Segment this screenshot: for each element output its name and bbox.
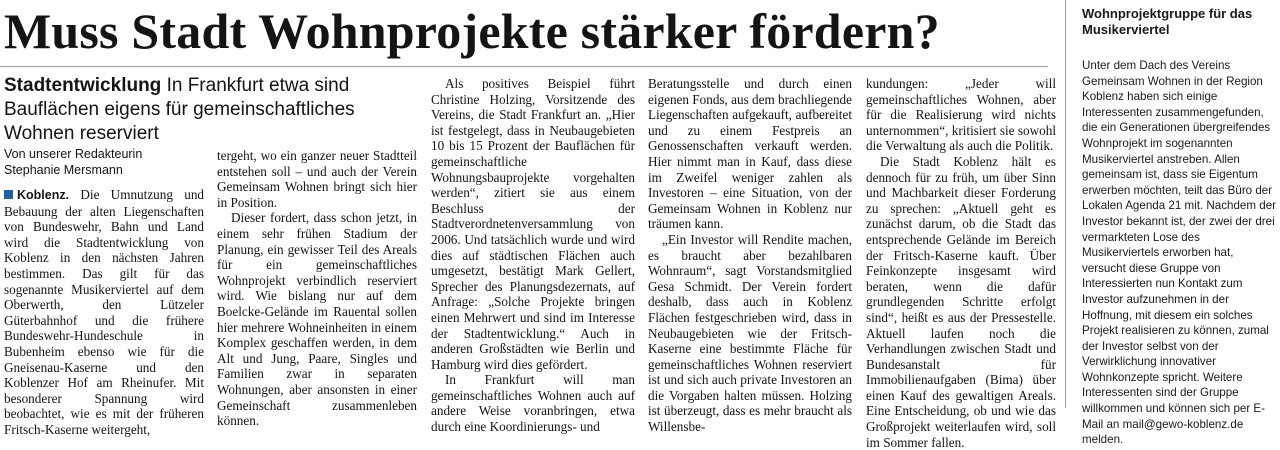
headline: Muss Stadt Wohnprojekte stärker fördern? [4,3,940,59]
column-1-text: Die Umnutzung und Bebauung der alten Liegenschaften von Bundeswehr, Bahn und Land wird die Stadtentwicklung von Koblenz in den nächsten Jahren bestimmen. Das gilt für das sogenannte Musikerviertel auf dem Oberwerth, den Lützeler Güterbahnhof und die frühere Bundeswehr-Hundeschule in Bubenheim ebenso wie für die Gneisenau-Kaserne und den Koblenzer Hof am Rheinufer. Mit besonderer Spannung wird beobachtet, wie es mit der früheren Fritsch-Kaserne weitergeht, [4,187,205,437]
byline-line1: Von unserer Redakteurin [4,147,143,161]
byline [4,146,204,178]
column-2-paragraph-1: tergeht, wo ein ganzer neuer Stadtteil entstehen soll – und auch der Verein Gemeinsam Wohnen bringt sich hier in Position. [217,148,417,210]
article-column-1 [4,187,204,438]
dateline: Koblenz. [17,188,70,202]
article-column-3 [431,76,635,435]
sidebar-body [1082,58,1278,448]
column-4-paragraph-1: Beratungsstelle und durch einen eigenen Fonds, aus dem brachliegende Liegenschaften aufgekauft, aufbereitet und zu einem Festpreis an Genossenschaften verkauft werden. Hier nimmt man in Kauf, dass diese im Zweifel weniger zahlen als Investoren – eine Situation, von der Gemeinsam Wohnen in Koblenz nur träumen kann. [648,76,852,232]
column-4-paragraph-2: „Ein Investor will Rendite machen, es braucht aber bezahlbaren Wohnraum“, sagt Vorstandsmitglied Gesa Schmidt. Der Verein fordert deshalb, dass auch in Koblenz Flächen festgeschrieben wird, dass in Neubaugebieten wie der Fritsch-Kaserne eine bestimmte Fläche für gemeinschaftliches Wohnen reserviert ist und sich auch private Investoren an die Vorgaben halten müssen. Holzing ist überzeugt, dass es mehr braucht als Willensbe- [648,231,852,435]
subhead-kicker: Stadtentwicklung [4,75,162,96]
article-column-4 [648,76,852,435]
column-5-paragraph-1: kundungen: „Jeder will gemeinschaftliches Wohnen, aber für die Realisierung wird nichts unternommen“, kritisiert sie sowohl die Verwaltung als auch die Politik. [866,76,1056,154]
article-column-5 [866,76,1056,450]
article-column-2 [217,148,417,429]
column-5-paragraph-2: Die Stadt Koblenz hält es dennoch für zu früh, um über Sinn und Machbarkeit dieser Forderung zu sprechen: „Aktuell geht es zunächst darum, ob die Stadt das entsprechende Gelände im Bereich der Fritsch-Kaserne kauft. Über Feinkonzepte insgesamt wird beraten, wenn die dafür grundlegenden Schritte erfolgt sind“, heißt es aus der Pressestelle. Aktuell laufen noch die Verhandlungen zwischen Stadt und Bundesanstalt für Immobilienaufgaben (Bima) über einen Kauf des gewaltigen Areals. Eine Entscheidung, ob und wie das Großprojekt weiterlaufen wird, soll im Sommer fallen. [866,153,1056,450]
subhead [4,74,424,146]
column-3-paragraph-1: Als positives Beispiel führt Christine Holzing, Vorsitzende des Vereins, die Stadt Frankfurt an. „Hier ist festgelegt, dass in Neubaugebieten 10 bis 15 Prozent der Bauflächen für gemeinschaftliche Wohnungsbauprojekte vorgehalten werden“, zitiert sie aus einem Beschluss der Stadtverordnetenversammlung von 2006. Und tatsächlich wurde und wird dies auf städtischen Flächen auch umgesetzt, bestätigt Mark Gellert, Sprecher des Planungsdezernats, auf Anfrage: „Solche Projekte bringen einen Mehrwert und sind im Interesse der Stadtentwicklung.“ Auch in anderen Großstädten wie Berlin und Hamburg wird dies gefördert. [431,76,635,372]
column-2-paragraph-2: Dieser fordert, dass schon jetzt, in einem sehr frühen Stadium der Planung, ein gewisser Teil des Areals für ein gemeinschaftliches Wohnprojekt verbindlich reserviert wird. Wie bislang nur auf dem Boelcke-Gelände im Rauental sollen hier mehrere Wohneinheiten in einem Komplex geschaffen werden, in dem Alt und Jung, Paare, Singles und Familien zwar in separaten Wohnungen, aber ansonsten in einer Gemeinschaft zusammenleben können. [217,210,417,429]
sidebar-title: Wohnprojektgruppe für das Musikerviertel [1082,6,1253,37]
column-3-paragraph-2: In Frankfurt will man gemeinschaftliches Wohnen auch auf andere Weise voranbringen, etwa durch eine Koordinierungs- und [431,372,635,435]
sidebar-text: Unter dem Dach des Vereins Gemeinsam Wohnen in der Region Koblenz haben sich einige Interessenten zusammengefunden, die ein Generationen übergreifendes Wohnprojekt im sogenannten Musikerviertel anstreben. Allen gemeinsam ist, dass sie Eigentum erwerben möchten, teilt das Büro der Lokalen Agenda 21 mit. Nachdem der Investor bekannt ist, der zwei der drei vermarkteten Lose des Musikerviertels erworben hat, versucht diese Gruppe von Interessierten nun Kontakt zum Investor aufzunehmen in der Hoffnung, mit diesem ein solches Projekt realisieren zu können, zumal der Investor selbst von der Verwirklichung innovativer Wohnkonzepte spricht. Weitere Interessenten sind der Gruppe willkommen und können sich per E-Mail an mail@gewo-koblenz.de melden. [1082,59,1276,447]
byline-author: Stephanie Mersmann [4,163,123,177]
subhead-text: In Frankfurt etwa sind Bauflächen eigens für gemeinschaftliches Wohnen reserviert [4,75,355,144]
dateline-square-icon [4,190,13,199]
sidebar-divider [1065,0,1066,408]
headline-rule [0,66,1048,67]
